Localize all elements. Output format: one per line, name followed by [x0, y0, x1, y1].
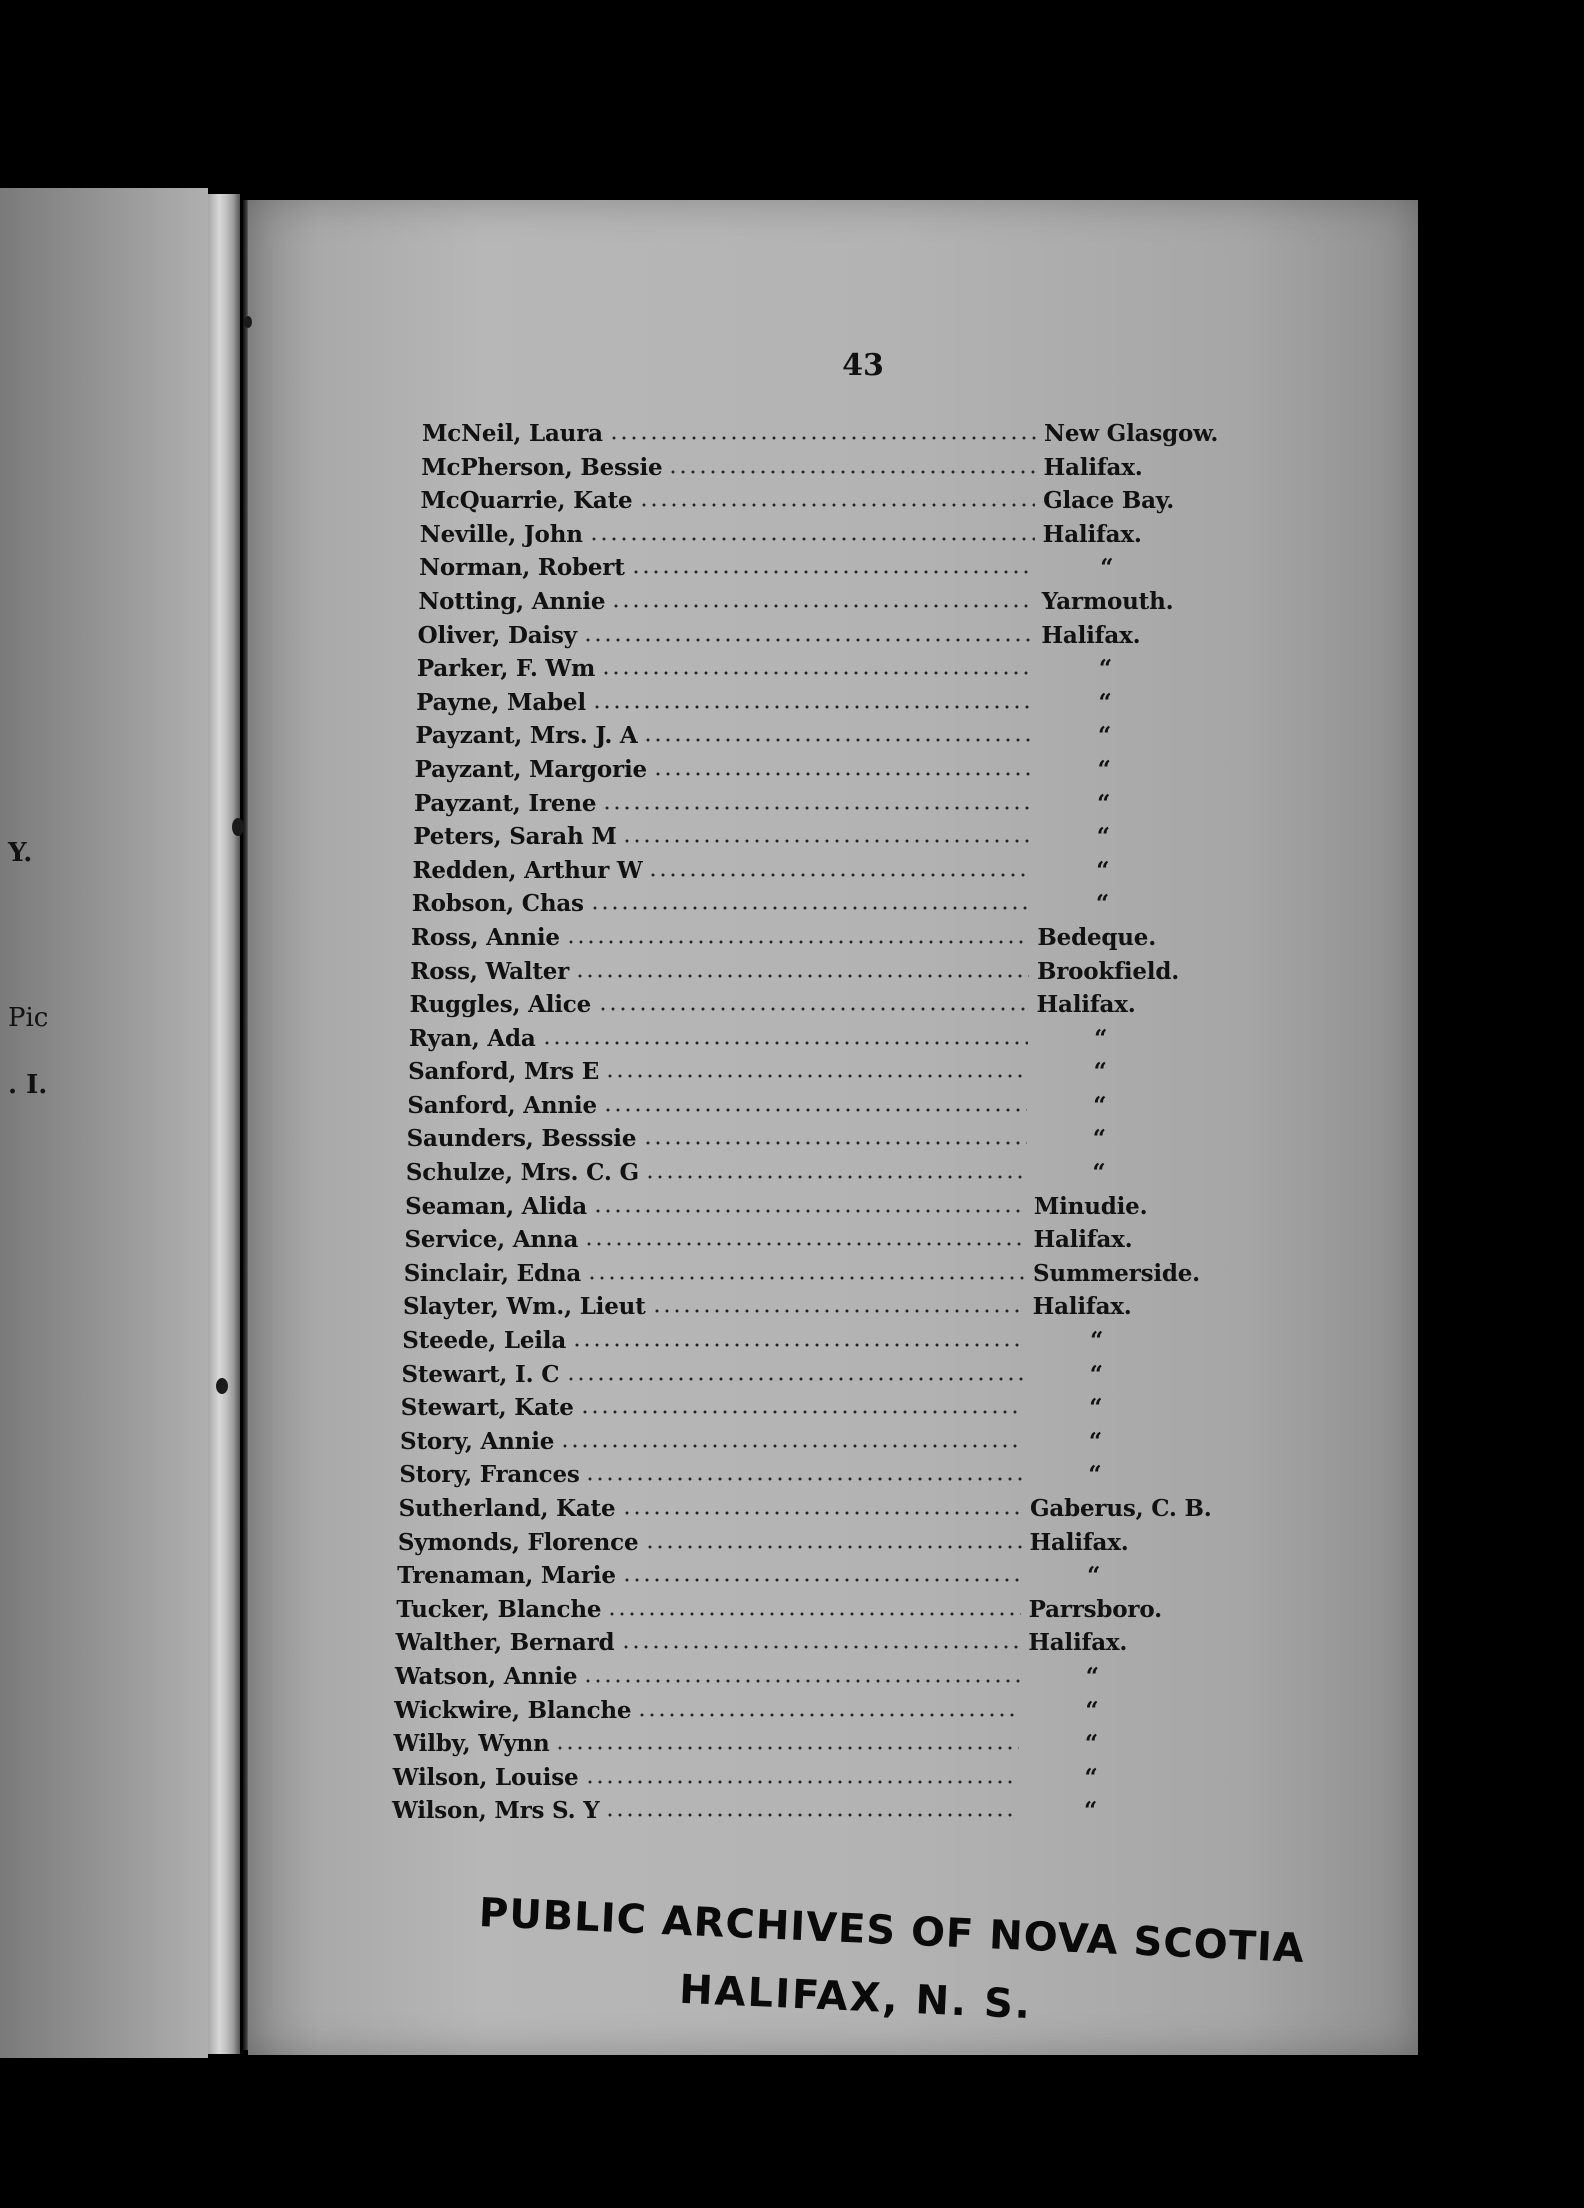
entry-name: Steede, Leila [402, 1327, 567, 1355]
list-item [248, 1697, 1418, 1731]
list-item [248, 1562, 1418, 1596]
entry-place: “ [1098, 722, 1112, 750]
entry-place: Halifax. [1033, 1226, 1133, 1254]
list-item [248, 1461, 1418, 1495]
entry-place: “ [1085, 1662, 1099, 1690]
list-item [248, 722, 1418, 756]
ink-blot [216, 1378, 228, 1394]
dot-leader [555, 1746, 1018, 1750]
entry-name: Payne, Mabel [416, 688, 586, 716]
entry-place: Gaberus, C. B. [1029, 1495, 1212, 1522]
entry-name: Notting, Annie [418, 587, 606, 615]
name-list [248, 420, 1418, 1831]
entry-place: Halifax. [1029, 1528, 1129, 1556]
entry-name: Sutherland, Kate [398, 1495, 616, 1522]
list-item [248, 890, 1418, 924]
entry-place: “ [1084, 1730, 1098, 1758]
dot-leader [643, 1141, 1027, 1145]
dot-leader [622, 1511, 1022, 1515]
entry-name: Watson, Annie [394, 1662, 578, 1690]
entry-place: “ [1097, 789, 1111, 817]
entry-name: Story, Annie [400, 1427, 555, 1455]
entry-name: Payzant, Irene [413, 789, 597, 817]
entry-place: “ [1094, 1024, 1108, 1052]
dot-leader [572, 1343, 1024, 1347]
dot-leader [631, 570, 1034, 574]
entry-name: Peters, Sarah M [413, 823, 617, 851]
dot-leader [566, 1377, 1024, 1381]
entry-name: Robson, Chas [411, 890, 584, 918]
entry-name: Wilson, Mrs S. Y [392, 1797, 600, 1825]
entry-place: Minudie. [1033, 1192, 1148, 1220]
dot-leader [611, 604, 1033, 608]
list-item [248, 1125, 1418, 1159]
list-item [248, 454, 1418, 488]
entry-place: “ [1097, 755, 1111, 783]
list-item [248, 689, 1418, 723]
list-item [248, 1428, 1418, 1462]
list-item [248, 1260, 1418, 1294]
page-number: 43 [842, 348, 884, 383]
entry-name: Wilson, Louise [392, 1763, 579, 1791]
entry-place: Halifax. [1028, 1629, 1128, 1657]
dot-leader [621, 1645, 1021, 1649]
entry-name: Sinclair, Edna [403, 1259, 582, 1287]
list-item [248, 1193, 1418, 1227]
entry-place: Glace Bay. [1043, 487, 1175, 515]
list-item [248, 487, 1418, 521]
list-item [248, 622, 1418, 656]
list-item [248, 924, 1418, 958]
dot-leader [603, 1108, 1027, 1112]
list-item [248, 1629, 1418, 1663]
dot-leader [622, 839, 1031, 843]
entry-name: Ryan, Ada [408, 1024, 536, 1052]
dot-leader [645, 1545, 1022, 1549]
dot-leader [639, 503, 1036, 507]
entry-place: Halifax. [1043, 453, 1143, 481]
dot-leader [607, 1612, 1020, 1616]
entry-place: “ [1092, 1159, 1106, 1187]
entry-place: Yarmouth. [1041, 587, 1174, 615]
entry-place: Halifax. [1042, 520, 1142, 548]
entry-place: Halifax. [1041, 621, 1141, 649]
entry-name: Parker, F. Wm [416, 655, 596, 683]
entry-name: Wickwire, Blanche [394, 1696, 632, 1724]
entry-name: Stewart, Kate [400, 1394, 574, 1422]
dot-leader [637, 1713, 1019, 1717]
dot-leader [648, 873, 1030, 877]
entry-name: Schulze, Mrs. C. G [405, 1159, 639, 1187]
entry-place: Halifax. [1036, 991, 1136, 1019]
entry-place: “ [1098, 688, 1112, 716]
entry-name: Sanford, Annie [407, 1091, 597, 1119]
entry-name: Symonds, Florence [397, 1528, 639, 1556]
entry-name: Ruggles, Alice [409, 991, 592, 1019]
entry-place: “ [1095, 890, 1109, 918]
dot-leader [643, 738, 1032, 742]
dot-leader [593, 1209, 1026, 1213]
entry-place: “ [1089, 1394, 1103, 1422]
entry-name: Payzant, Margorie [414, 755, 647, 783]
list-item [248, 588, 1418, 622]
list-item [248, 1092, 1418, 1126]
ink-blot [232, 818, 244, 836]
dot-leader [584, 1242, 1025, 1246]
dot-leader [601, 671, 1033, 675]
entry-name: Payzant, Mrs. J. A [415, 722, 638, 750]
left-page-fragment: Pic [8, 1003, 49, 1033]
list-item [248, 1797, 1418, 1831]
list-item [248, 1327, 1418, 1361]
dot-leader [542, 1041, 1028, 1045]
entry-place: “ [1098, 655, 1112, 683]
entry-place: “ [1092, 1125, 1106, 1153]
dot-leader [589, 537, 1035, 541]
list-item [248, 1394, 1418, 1428]
entry-place: “ [1100, 554, 1114, 582]
list-item [248, 958, 1418, 992]
entry-place: “ [1087, 1562, 1101, 1590]
dot-leader [622, 1578, 1021, 1582]
entry-name: Norman, Robert [419, 554, 625, 582]
entry-place: Bedeque. [1037, 923, 1157, 951]
list-item [248, 420, 1418, 454]
entry-place: New Glasgow. [1044, 420, 1219, 447]
list-item [248, 756, 1418, 790]
entry-place: Parrsboro. [1028, 1595, 1162, 1623]
list-item [248, 521, 1418, 555]
entry-name: Seaman, Alida [405, 1192, 587, 1220]
dot-leader [605, 1813, 1018, 1817]
list-item [248, 1663, 1418, 1697]
entry-name: Ross, Walter [410, 957, 570, 985]
entry-place: “ [1085, 1696, 1099, 1724]
dot-leader [609, 436, 1036, 440]
dot-leader [585, 1477, 1022, 1481]
dot-leader [605, 1074, 1028, 1078]
entry-place: “ [1090, 1327, 1104, 1355]
left-page-fragment: . I. [8, 1070, 48, 1100]
dot-leader [590, 906, 1030, 910]
entry-name: McNeil, Laura [422, 420, 603, 447]
entry-place: “ [1084, 1763, 1098, 1791]
list-item [248, 1159, 1418, 1193]
list-item [248, 1495, 1418, 1529]
dot-leader [592, 705, 1032, 709]
entry-place: “ [1088, 1427, 1102, 1455]
list-item [248, 1226, 1418, 1260]
previous-page-fragment [0, 188, 208, 2058]
entry-name: Slayter, Wm., Lieut [402, 1293, 646, 1321]
entry-name: McQuarrie, Kate [420, 487, 633, 515]
list-item [248, 790, 1418, 824]
entry-place: “ [1096, 823, 1110, 851]
dot-leader [575, 974, 1029, 978]
stamp-line-1: PUBLIC ARCHIVES OF NOVA SCOTIA [477, 1890, 1306, 1973]
entry-name: Stewart, I. C [401, 1360, 560, 1388]
entry-place: “ [1089, 1360, 1103, 1388]
entry-place: “ [1096, 856, 1110, 884]
directory-page [248, 200, 1418, 2055]
book-gutter [208, 194, 240, 2054]
dot-leader [580, 1410, 1023, 1414]
list-item [248, 655, 1418, 689]
dot-leader [602, 806, 1031, 810]
entry-name: Sanford, Mrs E [408, 1058, 600, 1086]
dot-leader [653, 772, 1032, 776]
entry-name: Wilby, Wynn [393, 1730, 550, 1758]
list-item [248, 1058, 1418, 1092]
list-item [248, 1730, 1418, 1764]
list-item [248, 823, 1418, 857]
entry-place: “ [1093, 1058, 1107, 1086]
entry-name: McPherson, Bessie [421, 453, 663, 481]
list-item [248, 1361, 1418, 1395]
entry-place: “ [1084, 1797, 1098, 1825]
entry-name: Tucker, Blanche [396, 1595, 602, 1623]
dot-leader [587, 1276, 1025, 1280]
entry-name: Walther, Bernard [395, 1629, 615, 1657]
entry-place: Brookfield. [1036, 957, 1180, 985]
entry-name: Redden, Arthur W [412, 856, 643, 884]
dot-leader [583, 1679, 1020, 1683]
entry-name: Saunders, Besssie [406, 1125, 637, 1153]
entry-place: “ [1093, 1091, 1107, 1119]
dot-leader [652, 1309, 1025, 1313]
dot-leader [645, 1175, 1026, 1179]
list-item [248, 1025, 1418, 1059]
left-page-fragment: Y. [8, 838, 33, 868]
list-item [248, 1764, 1418, 1798]
entry-name: Story, Frances [399, 1461, 580, 1489]
entry-name: Service, Anna [404, 1226, 579, 1254]
dot-leader [598, 1007, 1029, 1011]
entry-place: Summerside. [1033, 1259, 1200, 1287]
list-item [248, 991, 1418, 1025]
entry-name: Ross, Annie [411, 923, 560, 951]
dot-leader [566, 940, 1029, 944]
list-item [248, 1596, 1418, 1630]
stamp-line-2: HALIFAX, N. S. [678, 1966, 1034, 2029]
entry-name: Trenaman, Marie [397, 1562, 616, 1590]
list-item [248, 857, 1418, 891]
entry-place: Halifax. [1032, 1293, 1132, 1321]
ink-blot [244, 316, 252, 328]
entry-name: Oliver, Daisy [417, 621, 577, 649]
entry-place: “ [1088, 1461, 1102, 1489]
list-item [248, 554, 1418, 588]
entry-name: Neville, John [419, 520, 583, 548]
dot-leader [668, 470, 1035, 474]
list-item [248, 1293, 1418, 1327]
dot-leader [560, 1444, 1023, 1448]
list-item [248, 1529, 1418, 1563]
dot-leader [583, 638, 1034, 642]
dot-leader [585, 1780, 1019, 1784]
